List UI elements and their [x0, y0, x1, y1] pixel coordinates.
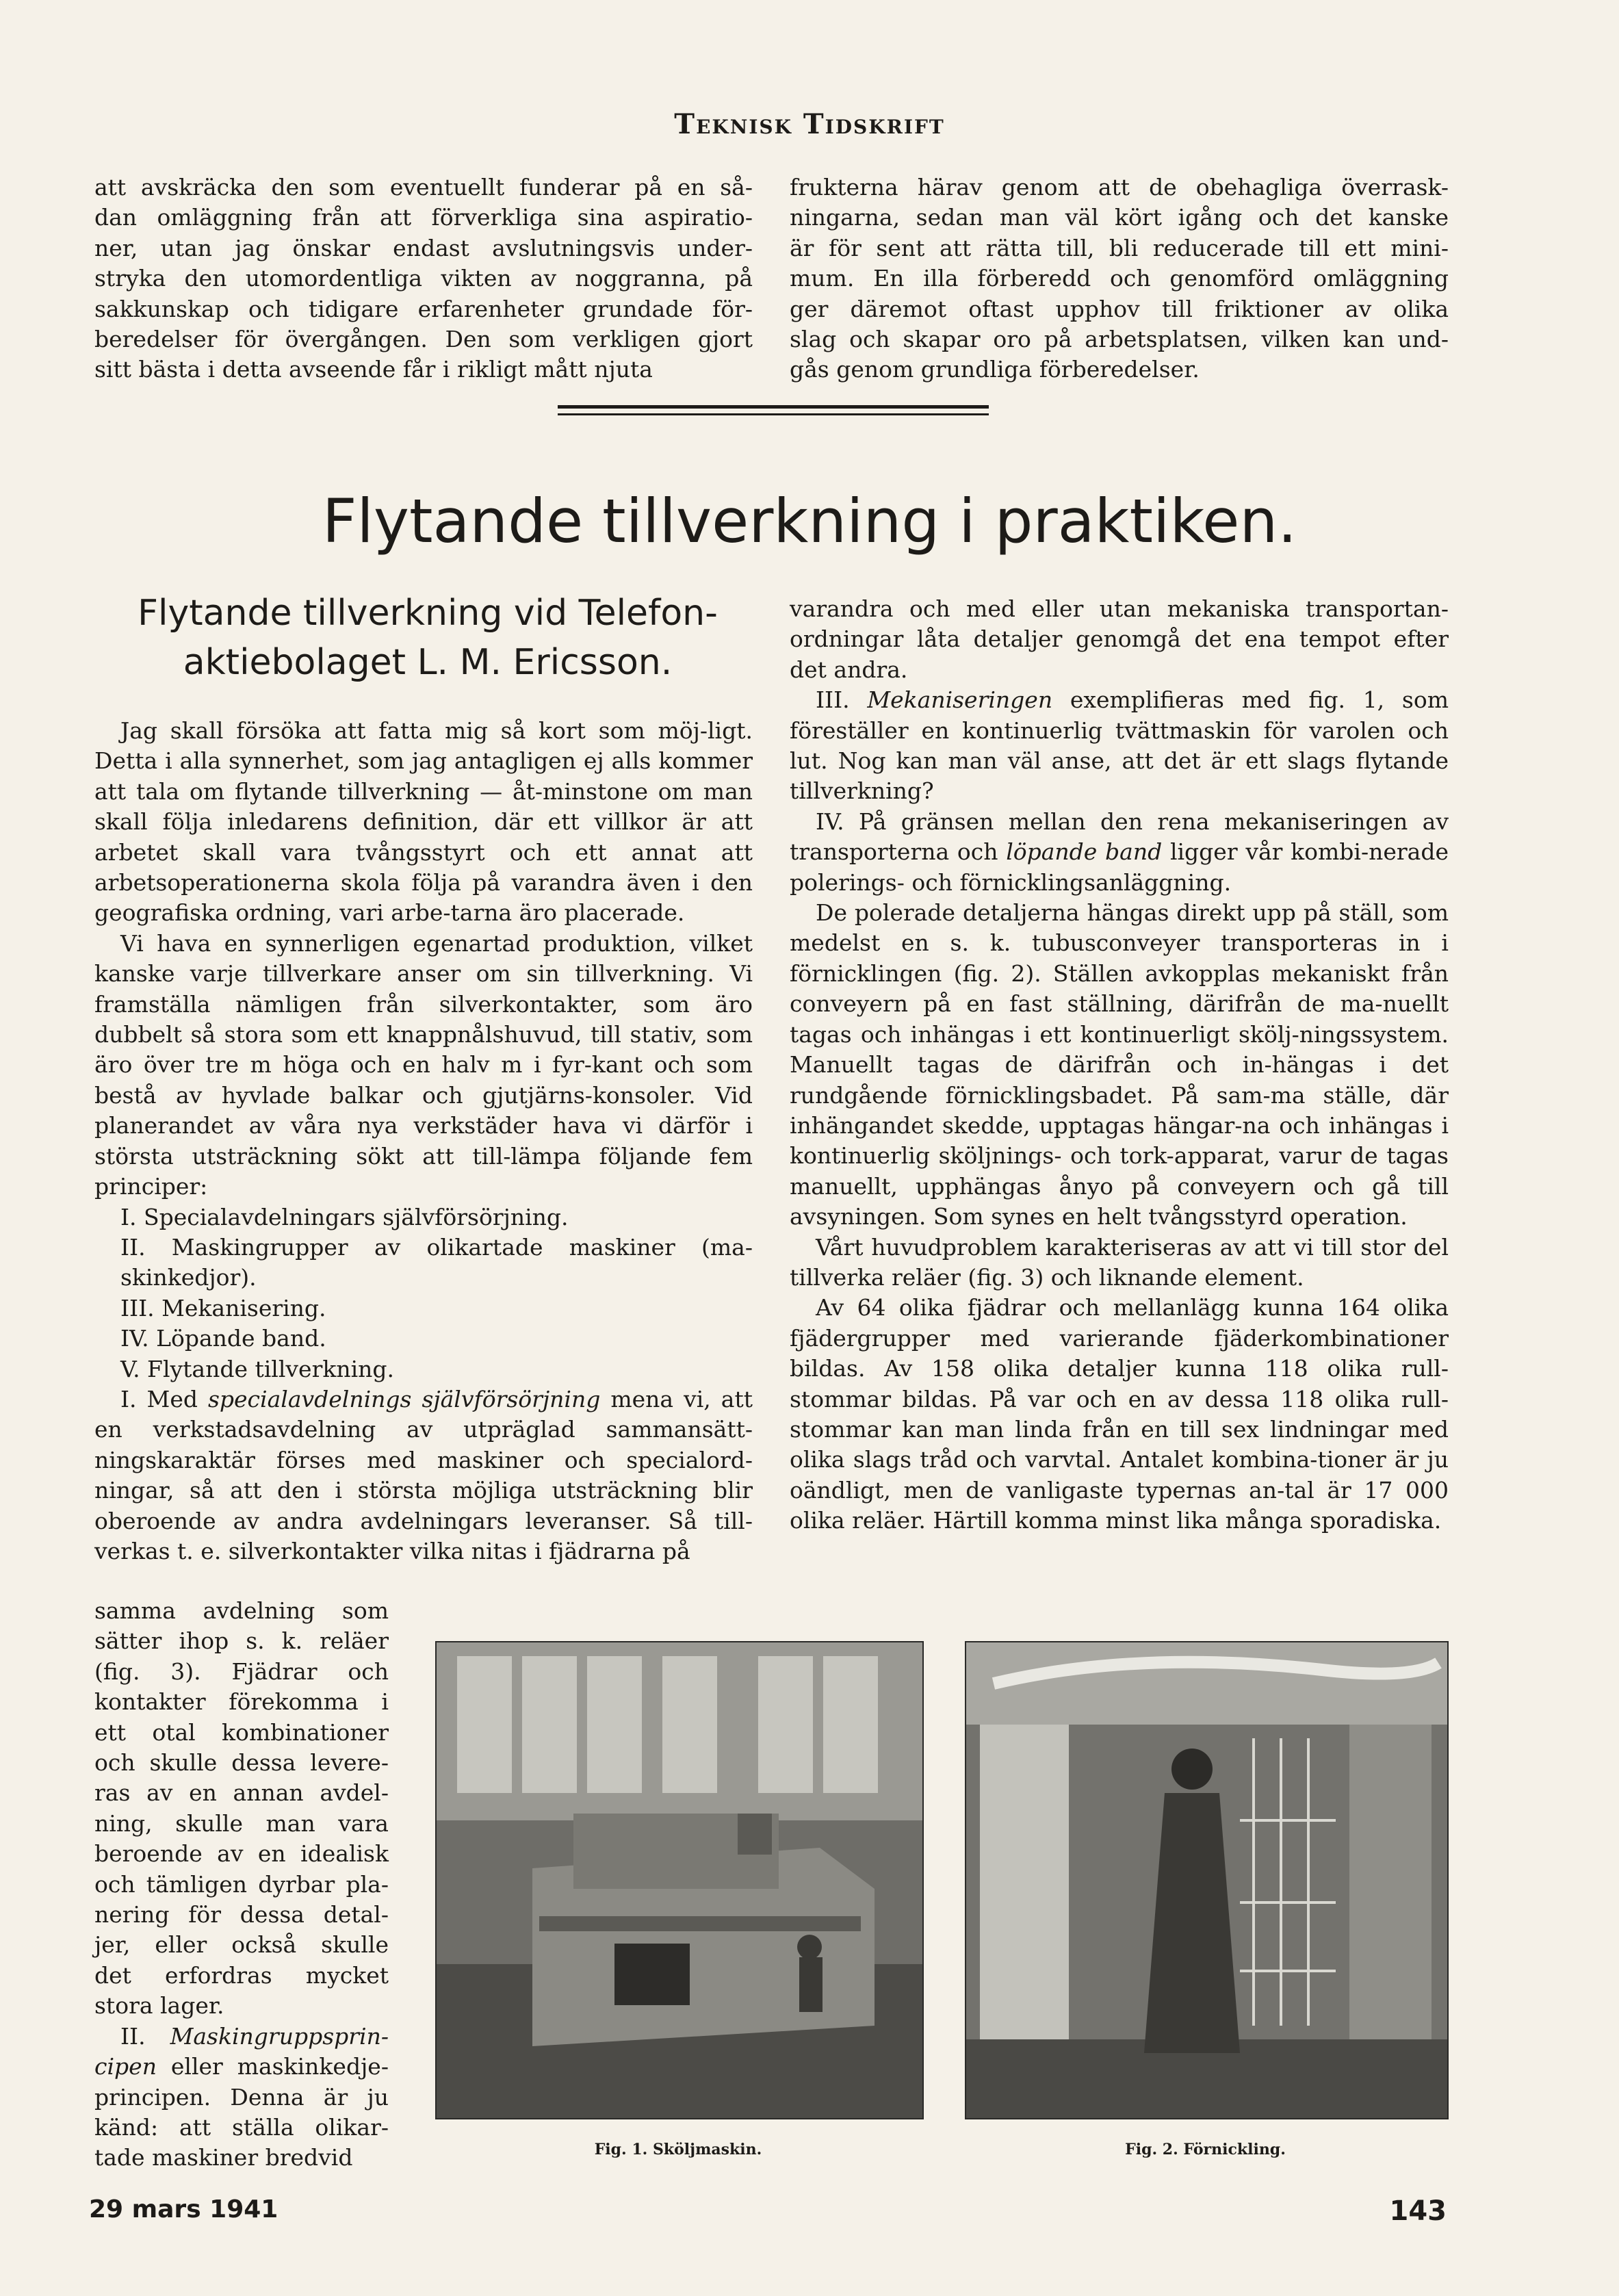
text-line: sakkunskap och tidigare erfarenheter grundade för- — [94, 295, 753, 322]
text-line: sitt bästa i detta avseende får i rikligt mått njuta — [94, 356, 653, 383]
rinsing-machine-illustration — [437, 1642, 922, 2118]
principle-item: V. Flytande tillverkning. — [120, 1355, 395, 1382]
text: eller maskinkedje-principen. Denna är ju känd: att ställa olikar-tade maskiner bredvid — [94, 2053, 389, 2171]
continuation-right-column — [790, 172, 1449, 385]
article-left-column — [94, 716, 753, 1566]
paragraph-principle-III — [790, 685, 1449, 807]
text: mena vi, att en verkstadsavdelning av utpräglad sammansätt-ningskaraktär förses med maskiner och specialord-ningar, så att den i största möjliga utsträckning blir oberoende av andra avdelningars leveranser. Så till-verkas t. e. silverkontakter vilka nitas i fjädrarna på — [94, 1385, 753, 1564]
paragraph: Vårt huvudproblem karakteriseras av att vi till stor del tillverka reläer (fig. 3) och liknande element. — [790, 1233, 1449, 1291]
text-line: dan omläggning från att förverkliga sina aspiratio- — [94, 204, 753, 231]
issue-date: 29 mars 1941 — [89, 2195, 279, 2223]
text-line: beroende av en idealisk — [94, 1840, 389, 1868]
text-line: och tämligen dyrbar pla- — [94, 1870, 389, 1898]
text: IV. På gränsen mellan den rena mekaniseringen av transporterna och — [790, 808, 1449, 866]
narrow-column — [94, 1596, 389, 2174]
text-line: ras av en annan avdel- — [94, 1779, 389, 1807]
text-line: ningarna, sedan man väl kört igång och det kanske — [790, 204, 1449, 231]
subtitle-line-2: aktiebolaget L. M. Ericsson. — [183, 642, 673, 683]
text: ligger vår kombi-nerade polerings- och förnicklingsanläggning. — [790, 838, 1449, 896]
text-line: nering för dessa detal- — [94, 1901, 389, 1929]
figure-1-photo — [435, 1641, 924, 2119]
text-line: ett otal kombinationer — [94, 1718, 389, 1746]
paragraph-principle-II — [94, 2022, 389, 2174]
text-line: gås genom grundliga förberedelser. — [790, 356, 1200, 383]
narrow-lines — [94, 1596, 389, 2022]
text-line: frukterna härav genom att de obehagliga överrask- — [790, 174, 1449, 201]
running-title: Teknisk Tidskrift — [674, 108, 945, 140]
text-line: ner, utan jag önskar endast avslutningsvis under- — [94, 234, 753, 261]
principle-item: IV. Löpande band. — [120, 1325, 326, 1352]
emphasis: Mekaniseringen — [867, 686, 1053, 714]
article-title: Flytande tillverkning i praktiken. — [322, 486, 1297, 556]
article-subtitle — [103, 589, 753, 687]
text-line: att avskräcka den som eventuellt funderar på en så- — [94, 174, 753, 201]
text-line: jer, eller också skulle — [94, 1931, 389, 1959]
paragraph: Vi hava en synnerligen egenartad produktion, vilket kanske varje tillverkare anser om sin tillverkning. Vi framställa nämligen från silverkontakter, som äro dubbelt så stora som ett knappnålshuvud, till stativ, som äro över tre m höga och en halv m i fyr-kant och som bestå av hyvlade balkar och gjutjärns-konsoler. Vid planerandet av våra nya verkstäder hava vi därför i största utsträckning sökt att till-lämpa följande fem principer: — [94, 929, 753, 1200]
paragraph-principle-I — [94, 1384, 753, 1566]
emphasis: löpande band — [1006, 838, 1163, 866]
continuation-left-column — [94, 172, 753, 385]
text-line: är för sent att rätta till, bli reducerade till ett mini- — [790, 234, 1449, 261]
paragraph: Av 64 olika fjädrar och mellanlägg kunna 164 olika fjädergrupper med varierande fjäderkombinationer bildas. Av 158 olika detaljer kunna 118 olika rull-stommar bildas. På var och en av dessa 118 olika rull-stommar kan man linda från en till sex lindningar med olika slags tråd och varvtal. Antalet kombina-tioner är ju oändligt, men de vanligaste typernas an-tal är 17 000 olika reläer. Härtill komma minst lika många sporadiska. — [790, 1294, 1449, 1534]
text-line: ger däremot oftast upphov till friktioner av olika — [790, 295, 1449, 322]
principle-item: III. Mekanisering. — [120, 1294, 326, 1321]
text-line: ning, skulle man vara — [94, 1809, 389, 1837]
figure-2-photo — [965, 1641, 1449, 2119]
paragraph-principle-IV — [790, 807, 1449, 898]
figure-2-caption: Fig. 2. Förnickling. — [1125, 2141, 1286, 2158]
text-line: och skulle dessa levere- — [94, 1749, 389, 1777]
text: II. — [120, 2022, 170, 2050]
text-line: det erfordras mycket — [94, 1961, 389, 1989]
text: I. Med — [120, 1385, 208, 1413]
text: exemplifieras med fig. 1, som föreställer en kontinuerlig tvättmaskin för varolen och lut. Nog kan man väl anse, att det är ett slags flytande tillverkning? — [790, 686, 1449, 805]
figure-1-caption: Fig. 1. Sköljmaskin. — [594, 2141, 762, 2158]
principle-item: I. Specialavdelningars självförsörjning. — [120, 1203, 569, 1230]
principle-item: II. Maskingrupper av olikartade maskiner (ma-skinkedjor). — [120, 1233, 753, 1291]
text-line: sätter ihop s. k. reläer — [94, 1627, 389, 1655]
text-line: stryka den utomordentliga vikten av noggranna, på — [94, 265, 753, 292]
text: III. — [816, 686, 868, 714]
section-divider — [558, 405, 989, 415]
subtitle-line-1: Flytande tillverkning vid Telefon- — [138, 593, 718, 634]
article-right-column — [790, 594, 1449, 1536]
text-line: (fig. 3). Fjädrar och — [94, 1657, 389, 1685]
paragraph: varandra och med eller utan mekaniska transportan-ordningar låta detaljer genomgå det ena tempot efter det andra. — [790, 595, 1449, 683]
text-line: kontakter förekomma i — [94, 1688, 389, 1716]
text-line: slag och skapar oro på arbetsplatsen, vilken kan und- — [790, 326, 1449, 353]
text-line: mum. En illa förberedd och genomförd omläggning — [790, 265, 1449, 292]
paragraph: Jag skall försöka att fatta mig så kort som möj-ligt. Detta i alla synnerhet, som jag antagligen ej alls kommer att tala om flytande tillverkning — åt-minstone om man skall följa inledarens definition, där ett villkor är att arbetet skall vara tvångsstyrt och ett annat att arbetsoperationerna skola följa på varandra även i den geografiska ordning, vari arbe-tarna äro placerade. — [94, 717, 753, 927]
page-number: 143 — [1389, 2195, 1447, 2227]
text-line: stora lager. — [94, 1992, 224, 2020]
text-line: samma avdelning som — [94, 1597, 389, 1624]
emphasis: specialavdelnings självförsörjning — [207, 1385, 601, 1413]
nickel-plating-illustration — [966, 1642, 1447, 2118]
emphasis: Maskingruppsprin-cipen — [94, 2022, 389, 2080]
text-line: beredelser för övergången. Den som verkligen gjort — [94, 326, 753, 353]
paragraph: De polerade detaljerna hängas direkt upp på ställ, som medelst en s. k. tubusconveyer transporteras in i förnicklingen (fig. 2). Ställen avkopplas mekaniskt från conveyern på en fast ställning, därifrån de ma-nuellt tagas och inhängas i ett kontinuerligt skölj-ningssystem. Manuellt tagas de därifrån och in-hängas i det rundgående förnicklingsbadet. På sam-ma ställe, där inhängandet skedde, upptagas hängar-na och inhängas i kontinuerlig sköljnings- och tork-apparat, varur de tagas manuellt, upphängas ånyo på conveyern och gå till avsyningen. Som synes en helt tvångsstyrd operation. — [790, 899, 1449, 1230]
